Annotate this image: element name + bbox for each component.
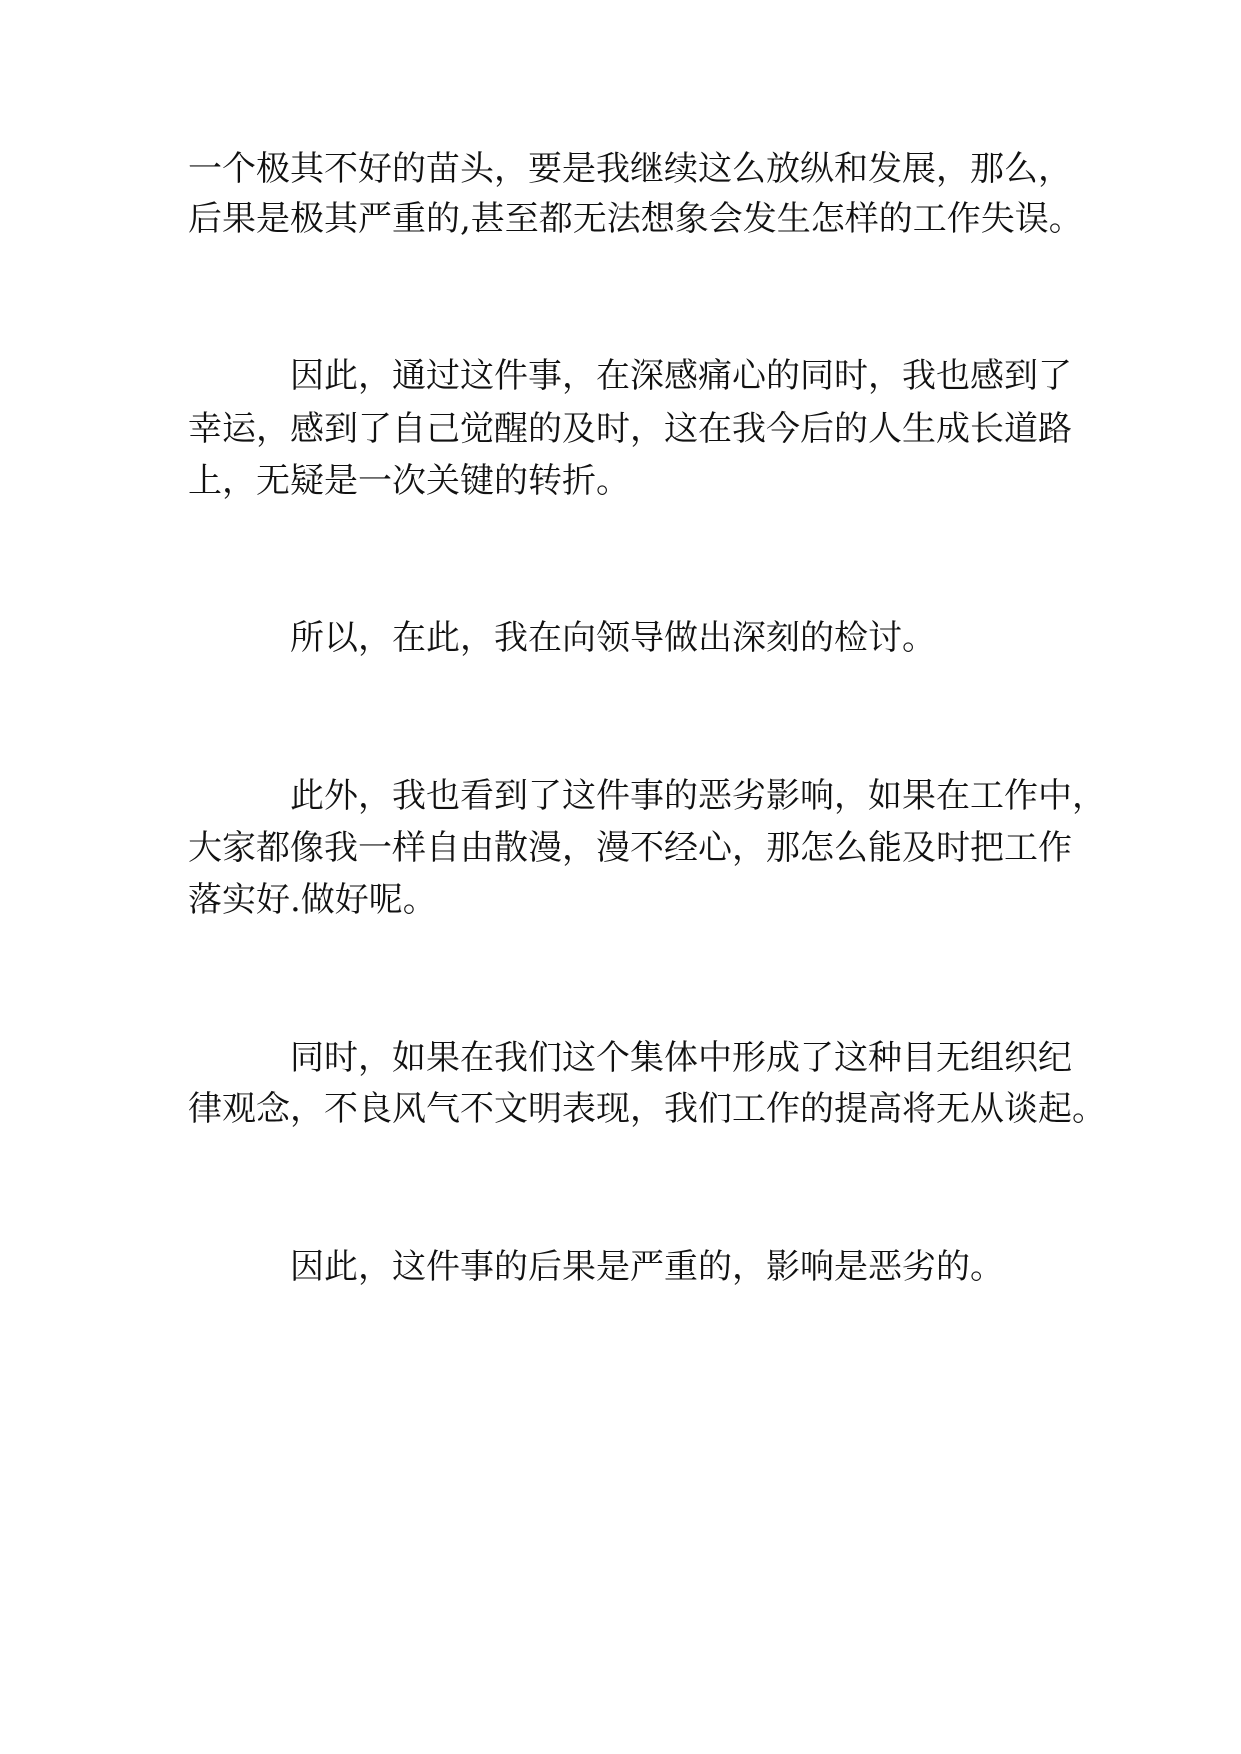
paragraph-3-line-1: 所以，在此，我在向领导做出深刻的检讨。: [290, 618, 936, 658]
paragraph-5-line-2: 律观念，不良风气不文明表现，我们工作的提高将无从谈起。: [188, 1089, 1106, 1129]
paragraph-4-line-1: 此外，我也看到了这件事的恶劣影响，如果在工作中，: [290, 776, 1106, 816]
paragraph-4-line-3: 落实好.做好呢。: [188, 880, 437, 920]
paragraph-2-line-1: 因此，通过这件事，在深感痛心的同时，我也感到了: [290, 356, 1072, 396]
paragraph-5-line-1: 同时，如果在我们这个集体中形成了这种目无组织纪: [290, 1038, 1072, 1078]
paragraph-4-line-2: 大家都像我一样自由散漫，漫不经心，那怎么能及时把工作: [188, 828, 1072, 868]
paragraph-1-line-1: 一个极其不好的苗头，要是我继续这么放纵和发展，那么，: [188, 149, 1072, 189]
paragraph-2-line-2: 幸运，感到了自己觉醒的及时，这在我今后的人生成长道路: [188, 409, 1072, 449]
paragraph-2-line-3: 上，无疑是一次关键的转折。: [188, 461, 630, 501]
paragraph-1-line-2: 后果是极其严重的,甚至都无法想象会发生怎样的工作失误。: [188, 199, 1083, 239]
paragraph-6-line-1: 因此，这件事的后果是严重的，影响是恶劣的。: [290, 1247, 1004, 1287]
